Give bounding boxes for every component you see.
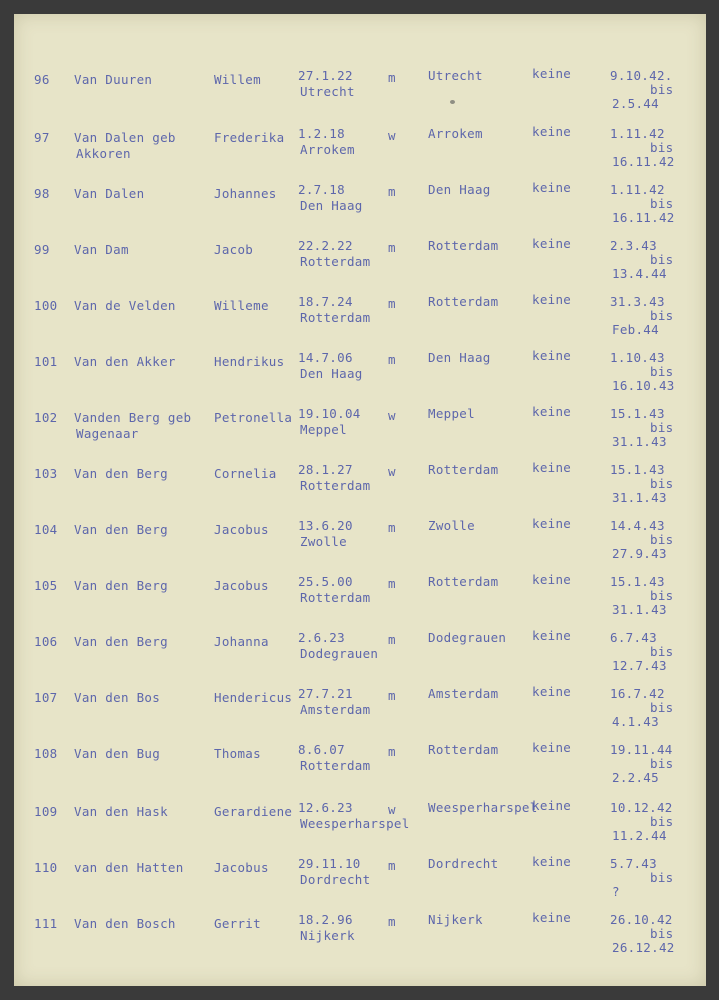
birth-date: 18.2.96 xyxy=(298,912,353,927)
document-page xyxy=(14,14,706,986)
list-item xyxy=(14,124,706,182)
birth-place: Zwolle xyxy=(300,534,347,549)
date-bis: bis xyxy=(650,82,674,97)
nationality: keine xyxy=(532,124,572,139)
given-name: Jacob xyxy=(214,242,254,257)
residence: Rotterdam xyxy=(428,238,499,253)
list-item xyxy=(14,910,706,968)
residence: Utrecht xyxy=(428,68,483,83)
birth-place: Rotterdam xyxy=(300,590,371,605)
given-name: Jacobus xyxy=(214,860,269,875)
birth-date: 13.6.20 xyxy=(298,518,353,533)
nationality: keine xyxy=(532,66,572,81)
given-name: Gerrit xyxy=(214,916,261,931)
birth-place: Meppel xyxy=(300,422,347,437)
surname: Van den Berg xyxy=(74,578,168,593)
date-to: 16.10.43 xyxy=(612,378,675,393)
residence: Rotterdam xyxy=(428,294,499,309)
sex: m xyxy=(388,576,396,591)
birth-place: Rotterdam xyxy=(300,254,371,269)
date-from: 31.3.43 xyxy=(610,294,665,309)
list-item xyxy=(14,628,706,686)
date-bis: bis xyxy=(650,700,674,715)
birth-date: 25.5.00 xyxy=(298,574,353,589)
birth-place: Den Haag xyxy=(300,198,363,213)
date-to: 2.2.45 xyxy=(612,770,659,785)
birth-place: Rotterdam xyxy=(300,758,371,773)
date-bis: bis xyxy=(650,870,674,885)
given-name: Hendrikus xyxy=(214,354,285,369)
date-to: 31.1.43 xyxy=(612,434,667,449)
residence: Den Haag xyxy=(428,350,491,365)
date-bis: bis xyxy=(650,476,674,491)
surname: Van Duuren xyxy=(74,72,153,87)
birth-date: 28.1.27 xyxy=(298,462,353,477)
date-to: 4.1.43 xyxy=(612,714,659,729)
surname: Van den Berg xyxy=(74,466,168,481)
nationality: keine xyxy=(532,798,572,813)
date-to: 2.5.44 xyxy=(612,96,659,111)
birth-date: 29.11.10 xyxy=(298,856,361,871)
date-to: 27.9.43 xyxy=(612,546,667,561)
given-name: Willem xyxy=(214,72,261,87)
date-to: 16.11.42 xyxy=(612,154,675,169)
given-name: Thomas xyxy=(214,746,261,761)
residence: Amsterdam xyxy=(428,686,499,701)
given-name: Petronella xyxy=(214,410,293,425)
birth-date: 19.10.04 xyxy=(298,406,361,421)
surname: Van de Velden xyxy=(74,298,176,313)
surname: Van Dalen xyxy=(74,186,145,201)
nationality: keine xyxy=(532,404,572,419)
birth-date: 18.7.24 xyxy=(298,294,353,309)
residence: Meppel xyxy=(428,406,475,421)
list-item xyxy=(14,740,706,798)
date-bis: bis xyxy=(650,308,674,323)
given-name: Hendericus xyxy=(214,690,293,705)
sex: m xyxy=(388,184,396,199)
date-to: 12.7.43 xyxy=(612,658,667,673)
entry-number: 107 xyxy=(34,690,58,705)
sex: m xyxy=(388,352,396,367)
list-item xyxy=(14,66,706,124)
date-to: 31.1.43 xyxy=(612,602,667,617)
birth-place: Weesperharspel xyxy=(300,816,410,831)
birth-date: 2.6.23 xyxy=(298,630,345,645)
surname: Van Dam xyxy=(74,242,129,257)
residence: Den Haag xyxy=(428,182,491,197)
residence: Zwolle xyxy=(428,518,475,533)
date-bis: bis xyxy=(650,364,674,379)
date-to: 16.11.42 xyxy=(612,210,675,225)
date-from: 2.3.43 xyxy=(610,238,657,253)
date-from: 15.1.43 xyxy=(610,574,665,589)
sex: w xyxy=(388,802,396,817)
entry-number: 97 xyxy=(34,130,50,145)
sex: m xyxy=(388,632,396,647)
nationality: keine xyxy=(532,740,572,755)
surname: Van den Akker xyxy=(74,354,176,369)
given-name: Gerardiene xyxy=(214,804,293,819)
date-to: 31.1.43 xyxy=(612,490,667,505)
sex: m xyxy=(388,240,396,255)
date-from: 16.7.42 xyxy=(610,686,665,701)
birth-place: Utrecht xyxy=(300,84,355,99)
date-bis: bis xyxy=(650,420,674,435)
list-item xyxy=(14,180,706,238)
sex: m xyxy=(388,744,396,759)
entry-number: 105 xyxy=(34,578,58,593)
surname: van den Hatten xyxy=(74,860,184,875)
list-item xyxy=(14,460,706,518)
date-bis: bis xyxy=(650,588,674,603)
nationality: keine xyxy=(532,572,572,587)
birth-date: 14.7.06 xyxy=(298,350,353,365)
nationality: keine xyxy=(532,348,572,363)
maiden-name: Wagenaar xyxy=(76,426,139,441)
residence: Rotterdam xyxy=(428,462,499,477)
residence: Rotterdam xyxy=(428,742,499,757)
surname: Van den Bos xyxy=(74,690,161,705)
list-item xyxy=(14,348,706,406)
entry-number: 102 xyxy=(34,410,58,425)
date-from: 5.7.43 xyxy=(610,856,657,871)
list-item xyxy=(14,854,706,912)
entry-number: 101 xyxy=(34,354,58,369)
given-name: Jacobus xyxy=(214,578,269,593)
birth-date: 27.1.22 xyxy=(298,68,353,83)
birth-date: 12.6.23 xyxy=(298,800,353,815)
residence: Dordrecht xyxy=(428,856,499,871)
date-from: 9.10.42. xyxy=(610,68,673,83)
date-to: ? xyxy=(612,884,620,899)
entry-number: 108 xyxy=(34,746,58,761)
sex: w xyxy=(388,128,396,143)
surname: Van Dalen geb xyxy=(74,130,176,145)
surname: Vanden Berg geb xyxy=(74,410,192,425)
given-name: Johanna xyxy=(214,634,269,649)
date-to: Feb.44 xyxy=(612,322,659,337)
surname: Van den Bug xyxy=(74,746,161,761)
list-item xyxy=(14,572,706,630)
nationality: keine xyxy=(532,854,572,869)
nationality: keine xyxy=(532,292,572,307)
date-from: 19.11.44 xyxy=(610,742,673,757)
residence: Arrokem xyxy=(428,126,483,141)
given-name: Frederika xyxy=(214,130,285,145)
surname: Van den Hask xyxy=(74,804,168,819)
residence: Dodegrauen xyxy=(428,630,507,645)
sex: m xyxy=(388,858,396,873)
birth-date: 2.7.18 xyxy=(298,182,345,197)
nationality: keine xyxy=(532,180,572,195)
sex: m xyxy=(388,70,396,85)
date-to: 11.2.44 xyxy=(612,828,667,843)
surname: Van den Bosch xyxy=(74,916,176,931)
birth-place: Dodegrauen xyxy=(300,646,379,661)
birth-date: 22.2.22 xyxy=(298,238,353,253)
birth-place: Arrokem xyxy=(300,142,355,157)
date-from: 14.4.43 xyxy=(610,518,665,533)
nationality: keine xyxy=(532,628,572,643)
entry-number: 104 xyxy=(34,522,58,537)
date-bis: bis xyxy=(650,926,674,941)
entry-number: 110 xyxy=(34,860,58,875)
given-name: Willeme xyxy=(214,298,269,313)
list-item xyxy=(14,404,706,462)
date-from: 1.10.43 xyxy=(610,350,665,365)
date-bis: bis xyxy=(650,196,674,211)
sex: w xyxy=(388,408,396,423)
date-from: 26.10.42 xyxy=(610,912,673,927)
date-from: 1.11.42 xyxy=(610,182,665,197)
birth-date: 1.2.18 xyxy=(298,126,345,141)
residence: Weesperharspel xyxy=(428,800,538,815)
sex: m xyxy=(388,520,396,535)
surname: Van den Berg xyxy=(74,634,168,649)
sex: m xyxy=(388,914,396,929)
ink-speck xyxy=(450,100,455,104)
given-name: Johannes xyxy=(214,186,277,201)
entry-number: 100 xyxy=(34,298,58,313)
maiden-name: Akkoren xyxy=(76,146,131,161)
date-bis: bis xyxy=(650,532,674,547)
list-item xyxy=(14,516,706,574)
nationality: keine xyxy=(532,516,572,531)
entry-number: 106 xyxy=(34,634,58,649)
sex: m xyxy=(388,296,396,311)
date-bis: bis xyxy=(650,814,674,829)
date-bis: bis xyxy=(650,252,674,267)
nationality: keine xyxy=(532,236,572,251)
date-to: 13.4.44 xyxy=(612,266,667,281)
birth-place: Nijkerk xyxy=(300,928,355,943)
nationality: keine xyxy=(532,910,572,925)
nationality: keine xyxy=(532,684,572,699)
entry-number: 103 xyxy=(34,466,58,481)
sex: m xyxy=(388,688,396,703)
date-bis: bis xyxy=(650,756,674,771)
surname: Van den Berg xyxy=(74,522,168,537)
birth-place: Den Haag xyxy=(300,366,363,381)
birth-place: Rotterdam xyxy=(300,478,371,493)
list-item xyxy=(14,798,706,856)
birth-place: Dordrecht xyxy=(300,872,371,887)
list-item xyxy=(14,292,706,350)
date-from: 15.1.43 xyxy=(610,462,665,477)
birth-place: Rotterdam xyxy=(300,310,371,325)
entry-number: 111 xyxy=(34,916,58,931)
list-item xyxy=(14,236,706,294)
date-from: 1.11.42 xyxy=(610,126,665,141)
given-name: Cornelia xyxy=(214,466,277,481)
date-bis: bis xyxy=(650,140,674,155)
date-bis: bis xyxy=(650,644,674,659)
given-name: Jacobus xyxy=(214,522,269,537)
date-from: 15.1.43 xyxy=(610,406,665,421)
date-from: 10.12.42 xyxy=(610,800,673,815)
nationality: keine xyxy=(532,460,572,475)
list-item xyxy=(14,684,706,742)
birth-date: 27.7.21 xyxy=(298,686,353,701)
entry-number: 99 xyxy=(34,242,50,257)
date-from: 6.7.43 xyxy=(610,630,657,645)
sex: w xyxy=(388,464,396,479)
entry-number: 109 xyxy=(34,804,58,819)
birth-date: 8.6.07 xyxy=(298,742,345,757)
entry-number: 96 xyxy=(34,72,50,87)
birth-place: Amsterdam xyxy=(300,702,371,717)
entry-number: 98 xyxy=(34,186,50,201)
residence: Nijkerk xyxy=(428,912,483,927)
residence: Rotterdam xyxy=(428,574,499,589)
date-to: 26.12.42 xyxy=(612,940,675,955)
